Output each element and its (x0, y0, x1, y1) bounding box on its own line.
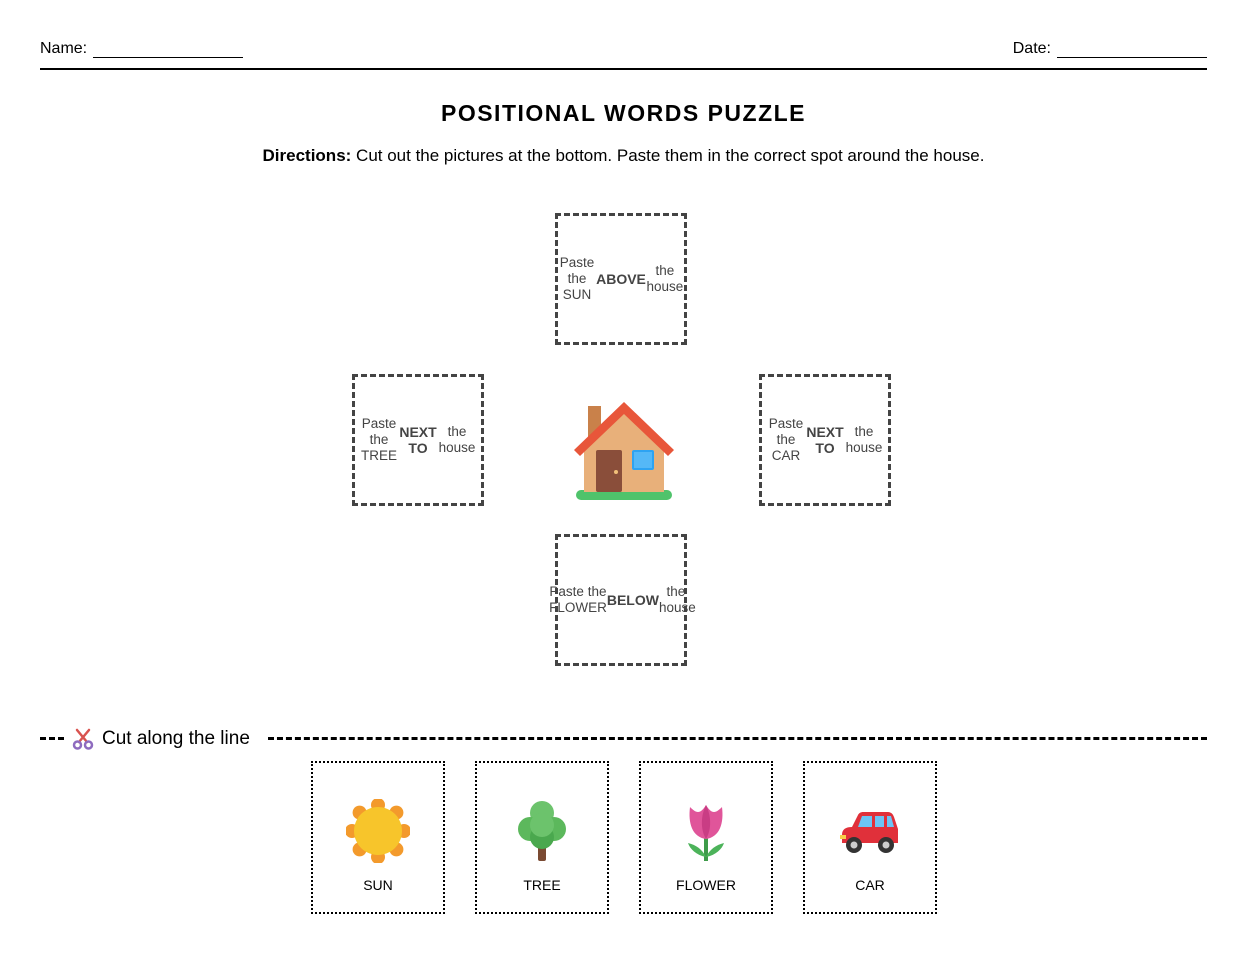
flower-icon (674, 799, 738, 863)
cut-line-label-group (70, 728, 258, 750)
name-field[interactable] (40, 40, 243, 58)
cutout-card-sun[interactable] (311, 761, 445, 914)
date-label: Date: (1012, 40, 1051, 57)
cut-dash-right (268, 737, 1207, 740)
cutout-card-flower[interactable] (639, 761, 773, 914)
card-label-tree: TREE (523, 877, 561, 893)
zone-below-prefix: Paste the FLOWER (549, 584, 607, 615)
page-title: POSITIONAL WORDS PUZZLE (440, 100, 807, 126)
worksheet-header (40, 38, 1207, 70)
card-label-flower: FLOWER (676, 877, 736, 893)
sun-icon (346, 799, 410, 863)
zone-left-keyword: NEXT TO (399, 424, 437, 456)
paste-zone-above[interactable] (555, 213, 687, 345)
zone-above-keyword: ABOVE (596, 271, 646, 287)
date-field[interactable] (1013, 40, 1207, 58)
zone-above-prefix: Paste the SUN (559, 255, 595, 302)
directions-label: Directions: (262, 146, 352, 165)
zone-right-prefix: Paste the CAR (768, 416, 804, 463)
cut-line-label: Cut along the line (102, 728, 250, 749)
name-label: Name: (40, 40, 88, 57)
house-icon (570, 398, 676, 502)
car-icon (838, 799, 902, 863)
name-blank-line[interactable] (93, 43, 243, 58)
date-blank-line[interactable] (1057, 43, 1207, 58)
scissors-icon (72, 728, 94, 750)
zone-right-suffix: the house (845, 424, 883, 455)
directions-text: Cut out the pictures at the bottom. Paste them in the correct spot around the house. (356, 146, 985, 165)
paste-zone-left[interactable] (352, 374, 484, 506)
tree-icon (510, 799, 574, 863)
directions (0, 146, 1247, 166)
zone-below-suffix: the house (658, 584, 696, 615)
cut-line (40, 726, 1207, 752)
paste-zone-right[interactable] (759, 374, 891, 506)
paste-zone-below[interactable] (549, 534, 696, 666)
zone-left-suffix: the house (438, 424, 476, 455)
cutout-card-car[interactable] (803, 761, 937, 914)
zone-above-suffix: the house (646, 263, 684, 294)
zone-below-keyword: BELOW (606, 592, 659, 608)
card-label-car: CAR (855, 877, 885, 893)
card-label-sun: SUN (363, 877, 393, 893)
zone-right-keyword: NEXT TO (806, 424, 844, 456)
cut-dash-left (40, 737, 64, 740)
cutout-card-tree[interactable] (475, 761, 609, 914)
zone-left-prefix: Paste the TREE (360, 416, 397, 463)
